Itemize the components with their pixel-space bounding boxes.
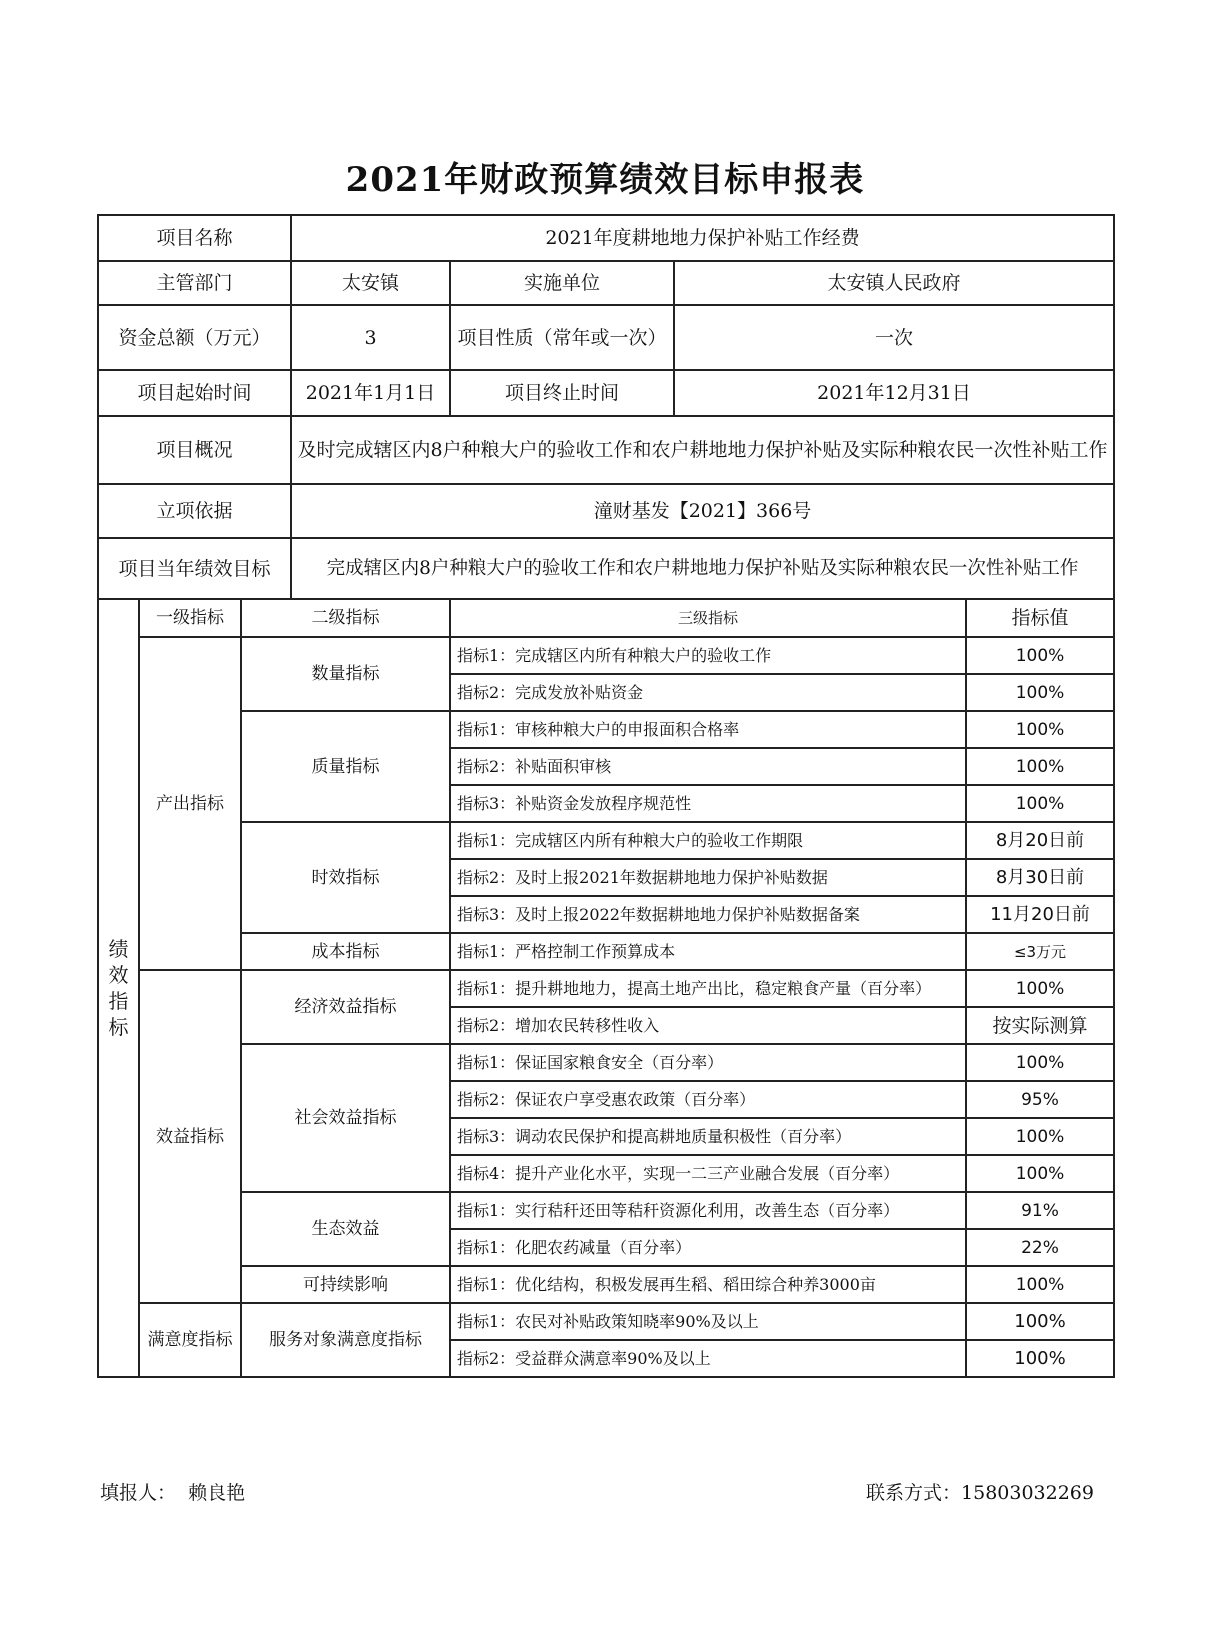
indicator-value: ≤3万元 (966, 933, 1114, 970)
indicator-row (98, 637, 1114, 674)
indicator-text: 指标1：实行秸秆还田等秸秆资源化利用，改善生态（百分率） (450, 1192, 966, 1229)
indicator-value: 100% (966, 1303, 1114, 1340)
level2-ecological: 生态效益 (241, 1192, 450, 1266)
row-goal (98, 538, 1114, 599)
level2-sustainable: 可持续影响 (241, 1266, 450, 1303)
start-label: 项目起始时间 (98, 370, 291, 416)
indicator-value: 100% (966, 674, 1114, 711)
contact-info (866, 1478, 1100, 1505)
indicator-header-row (98, 599, 1114, 637)
start-value: 2021年1月1日 (291, 370, 450, 416)
indicator-text: 指标1：化肥农药减量（百分率） (450, 1229, 966, 1266)
end-label: 项目终止时间 (450, 370, 674, 416)
level1-satisfaction: 满意度指标 (139, 1303, 241, 1377)
level2-quality: 质量指标 (241, 711, 450, 822)
indicator-value: 100% (966, 748, 1114, 785)
indicator-row (98, 933, 1114, 970)
nature-value: 一次 (674, 305, 1114, 370)
overview-value: 及时完成辖区内8户种粮大户的验收工作和农户耕地地力保护补贴及实际种粮农民一次性补贴工作 (291, 416, 1114, 484)
nature-label: 项目性质（常年或一次） (450, 305, 674, 370)
basis-label: 立项依据 (98, 484, 291, 538)
indicator-value: 91% (966, 1192, 1114, 1229)
level1-benefit: 效益指标 (139, 970, 241, 1303)
level2-social: 社会效益指标 (241, 1044, 450, 1192)
impl-label: 实施单位 (450, 261, 674, 305)
header-level3: 三级指标 (450, 599, 966, 637)
level2-economic: 经济效益指标 (241, 970, 450, 1044)
indicator-row (98, 711, 1114, 748)
indicator-text: 指标4：提升产业化水平，实现一二三产业融合发展（百分率） (450, 1155, 966, 1192)
indicator-value: 100% (966, 1044, 1114, 1081)
indicator-value: 8月30日前 (966, 859, 1114, 896)
indicator-value: 95% (966, 1081, 1114, 1118)
indicator-text: 指标2：完成发放补贴资金 (450, 674, 966, 711)
overview-label: 项目概况 (98, 416, 291, 484)
row-overview (98, 416, 1114, 484)
budget-performance-table (97, 214, 1115, 1378)
level2-quantity: 数量指标 (241, 637, 450, 711)
contact-number: 15803032269 (961, 1482, 1094, 1504)
performance-indicators-text: 绩效指标 (108, 937, 129, 1039)
indicator-value: 100% (966, 1155, 1114, 1192)
end-value: 2021年12月31日 (674, 370, 1114, 416)
indicator-text: 指标1：优化结构，积极发展再生稻、稻田综合种养3000亩 (450, 1266, 966, 1303)
header-value: 指标值 (966, 599, 1114, 637)
indicator-text: 指标3：及时上报2022年数据耕地地力保护补贴数据备案 (450, 896, 966, 933)
fund-label: 资金总额（万元） (98, 305, 291, 370)
indicator-text: 指标1：提升耕地地力，提高土地产出比，稳定粮食产量（百分率） (450, 970, 966, 1007)
indicator-text: 指标2：补贴面积审核 (450, 748, 966, 785)
header-level1: 一级指标 (139, 599, 241, 637)
row-basis (98, 484, 1114, 538)
indicator-text: 指标1：完成辖区内所有种粮大户的验收工作期限 (450, 822, 966, 859)
indicator-value: 100% (966, 785, 1114, 822)
indicator-value: 8月20日前 (966, 822, 1114, 859)
contact-label: 联系方式： (866, 1482, 962, 1504)
indicator-row (98, 1044, 1114, 1081)
indicator-value: 100% (966, 637, 1114, 674)
basis-value: 潼财基发【2021】366号 (291, 484, 1114, 538)
dept-value: 太安镇 (291, 261, 450, 305)
header-level2: 二级指标 (241, 599, 450, 637)
row-project-name (98, 215, 1114, 261)
indicator-text: 指标1：保证国家粮食安全（百分率） (450, 1044, 966, 1081)
indicator-row (98, 822, 1114, 859)
filler-info (100, 1478, 251, 1505)
indicator-text: 指标2：保证农户享受惠农政策（百分率） (450, 1081, 966, 1118)
project-name-value: 2021年度耕地地力保护补贴工作经费 (291, 215, 1114, 261)
dept-label: 主管部门 (98, 261, 291, 305)
indicator-value: 100% (966, 1266, 1114, 1303)
indicator-text: 指标2：增加农民转移性收入 (450, 1007, 966, 1044)
level2-timeliness: 时效指标 (241, 822, 450, 933)
indicator-value: 按实际测算 (966, 1007, 1114, 1044)
indicator-row (98, 1303, 1114, 1340)
indicator-row (98, 1266, 1114, 1303)
level2-service-satisfaction: 服务对象满意度指标 (241, 1303, 450, 1377)
indicator-value: 100% (966, 1118, 1114, 1155)
impl-value: 太安镇人民政府 (674, 261, 1114, 305)
indicator-row (98, 970, 1114, 1007)
indicator-value: 100% (966, 711, 1114, 748)
goal-label: 项目当年绩效目标 (98, 538, 291, 599)
filler-name: 赖良艳 (188, 1482, 246, 1504)
indicator-value: 22% (966, 1229, 1114, 1266)
indicator-value: 100% (966, 970, 1114, 1007)
row-department (98, 261, 1114, 305)
indicator-row (98, 1192, 1114, 1229)
indicator-value: 11月20日前 (966, 896, 1114, 933)
indicator-text: 指标3：补贴资金发放程序规范性 (450, 785, 966, 822)
indicator-value: 100% (966, 1340, 1114, 1377)
indicator-text: 指标2：受益群众满意率90%及以上 (450, 1340, 966, 1377)
indicator-text: 指标3：调动农民保护和提高耕地质量积极性（百分率） (450, 1118, 966, 1155)
level2-cost: 成本指标 (241, 933, 450, 970)
filler-label: 填报人： (100, 1482, 177, 1504)
page-title: 2021年财政预算绩效目标申报表 (345, 160, 865, 200)
row-period (98, 370, 1114, 416)
project-name-label: 项目名称 (98, 215, 291, 261)
indicator-text: 指标1：审核种粮大户的申报面积合格率 (450, 711, 966, 748)
indicator-text: 指标1：完成辖区内所有种粮大户的验收工作 (450, 637, 966, 674)
indicator-text: 指标2：及时上报2021年数据耕地地力保护补贴数据 (450, 859, 966, 896)
performance-indicators-label (98, 599, 139, 1377)
fund-value: 3 (291, 305, 450, 370)
goal-value: 完成辖区内8户种粮大户的验收工作和农户耕地地力保护补贴及实际种粮农民一次性补贴工作 (291, 538, 1114, 599)
indicator-text: 指标1：农民对补贴政策知晓率90%及以上 (450, 1303, 966, 1340)
indicator-text: 指标1：严格控制工作预算成本 (450, 933, 966, 970)
row-fund (98, 305, 1114, 370)
level1-output: 产出指标 (139, 637, 241, 970)
